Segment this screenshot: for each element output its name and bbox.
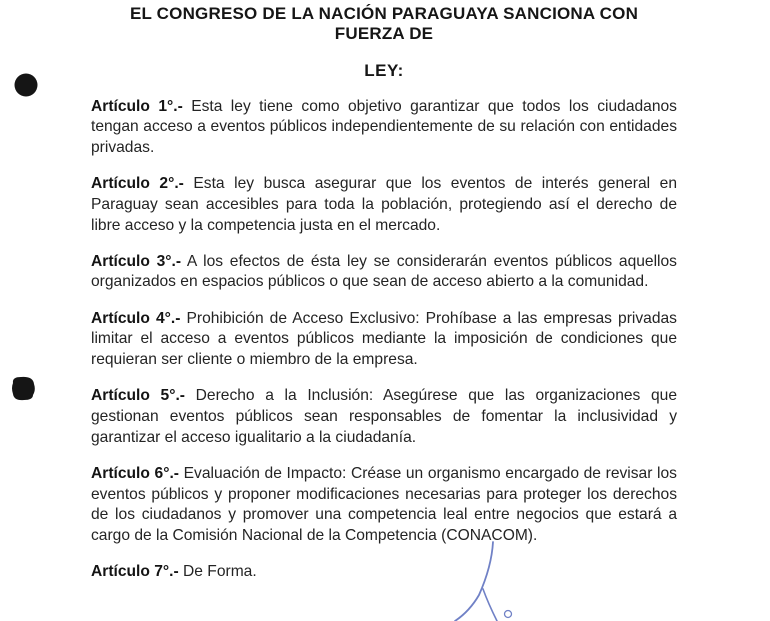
ink-dot-top	[15, 74, 38, 97]
pen-stroke-branch	[483, 589, 497, 621]
article-7-label: Artículo 7°.-	[91, 563, 179, 581]
article-6-label: Artículo 6°.-	[91, 464, 179, 482]
article-1-text: Esta ley tiene como objetivo garantizar que todos los ciudadanos tengan acceso a eventos públicos independientemente de su relación con entidades privadas.	[91, 97, 677, 156]
ink-dot-bottom	[12, 377, 35, 400]
article-2-text: Esta ley busca asegurar que los eventos de interés general en Paraguay sean accesibles para toda la población, protegiendo así el derecho de libre acceso y la competencia justa en el mercado.	[91, 175, 677, 234]
article-1	[91, 97, 677, 159]
article-7	[91, 562, 677, 583]
article-7-text: De Forma.	[183, 563, 257, 581]
article-6	[91, 464, 677, 547]
article-4-label: Artículo 4°.-	[91, 309, 181, 327]
article-6-text: Evaluación de Impacto: Créase un organismo encargado de revisar los eventos públicos y proponer modificaciones necesarias para proteger los derechos de los ciudadanos y promover una competencia leal entre negocios que estará a cargo de la Comisión Nacional de la Competencia (CONACOM).	[91, 464, 677, 544]
article-2	[91, 174, 677, 236]
article-3-label: Artículo 3°.-	[91, 252, 182, 270]
article-3-text: A los efectos de ésta ley se considerarán eventos públicos aquellos organizados en espacios públicos o que sean de acceso abierto a la comunidad.	[91, 252, 677, 291]
article-2-label: Artículo 2°.-	[91, 175, 184, 193]
document-title-line2: FUERZA DE	[334, 24, 434, 43]
article-5-label: Artículo 5°.-	[91, 387, 185, 405]
article-4	[91, 309, 677, 371]
article-4-text: Prohibición de Acceso Exclusivo: Prohíbase a las empresas privadas limitar el acceso a eventos públicos mediante la imposición de condiciones que requieran ser cliente o miembro de la empresa.	[91, 309, 677, 369]
article-1-label: Artículo 1°.-	[91, 97, 183, 115]
pen-loop	[505, 611, 512, 618]
article-5-text: Derecho a la Inclusión: Asegúrese que las organizaciones que gestionan eventos públicos sean responsables de fomentar la inclusividad y garantizar el acceso igualitario a la ciudadanía.	[91, 387, 677, 446]
document-body	[91, 4, 677, 583]
document-title-line1: EL CONGRESO DE LA NACIÓN PARAGUAYA SANCIONA CON	[129, 4, 639, 23]
article-3	[91, 252, 677, 293]
ley-heading: LEY:	[364, 61, 404, 80]
article-5	[91, 386, 677, 448]
